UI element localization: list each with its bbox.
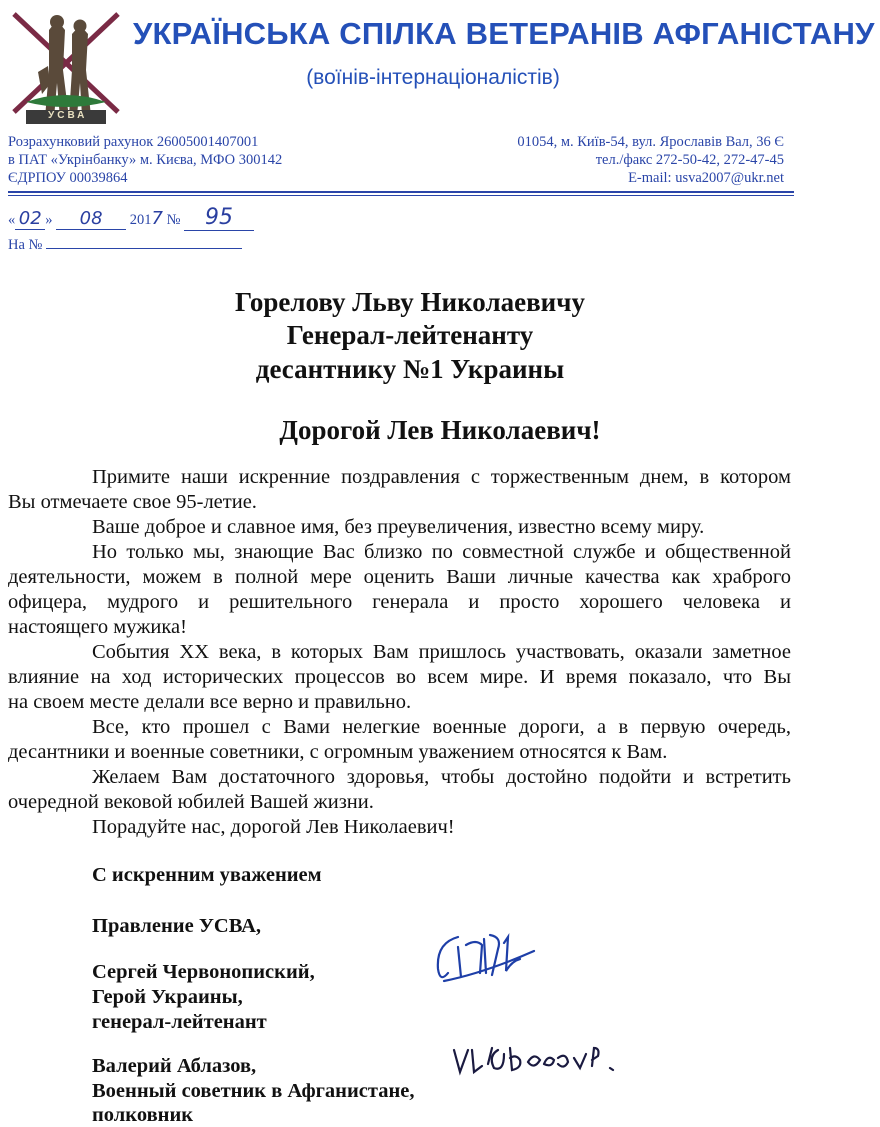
address-line: 01054, м. Київ-54, вул. Ярославів Вал, 36 Є: [517, 134, 784, 150]
signature-chervonopiskiy: [418, 925, 548, 995]
header-divider: [8, 191, 794, 193]
body-line: Все, кто прошел с Вами нелегкие военные дороги, а в первую очередь,: [92, 716, 791, 738]
body-line: Примите наши искренние поздравления с торжественным днем, в котором: [92, 466, 791, 488]
body-line: на своем месте делали все верно и правильно.: [8, 691, 412, 713]
body-line: деятельности, можем в полной мере оценить Ваши личные качества как храброго: [8, 566, 791, 588]
reply-reference: [8, 234, 242, 254]
body-line: настоящего мужика!: [8, 616, 187, 638]
reg-year-last-digit: 7: [151, 208, 163, 229]
signer2-rank: полковник: [92, 1104, 194, 1126]
signer2-title: Военный советник в Афганистане,: [92, 1080, 415, 1102]
recipient-rank: Генерал-лейтенанту: [286, 320, 534, 350]
signer1-rank: генерал-лейтенант: [92, 1011, 267, 1033]
body-line: влияние на ход исторических процессов во всем мире. И время показало, что Вы: [8, 666, 791, 688]
outgoing-registration: [8, 205, 254, 231]
org-name: УКРАЇНСЬКА СПІЛКА ВЕТЕРАНІВ АФГАНІСТАНУ: [133, 16, 875, 51]
org-subtitle: (воїнів-інтернаціоналістів): [306, 66, 560, 89]
bank-name-line: в ПАТ «Укрінбанку» м. Києва, МФО 300142: [8, 152, 283, 168]
bank-account-line: Розрахунковий рахунок 26005001407001: [8, 134, 259, 150]
signer2-name: Валерий Аблазов,: [92, 1055, 257, 1077]
body-line: Порадуйте нас, дорогой Лев Николаевич!: [92, 816, 455, 838]
salutation: Дорогой Лев Николаевич!: [279, 415, 601, 445]
reg-year-prefix: 201: [129, 212, 152, 228]
body-line: офицера, мудрого и решительного генерала и просто хорошего человека и: [8, 591, 791, 613]
date-open-quote: «: [8, 212, 16, 228]
closing-regards: С искренним уважением: [92, 864, 322, 886]
reg-number: 95: [184, 205, 254, 231]
body-line: десантники и военные советники, с огромным уважением относятся к Вам.: [8, 741, 668, 763]
signer1-title: Герой Украины,: [92, 986, 243, 1008]
body-line: Но только мы, знающие Вас близко по совместной службе и общественной: [92, 541, 791, 563]
reg-day: 02: [15, 208, 45, 230]
recipient-name: Горелову Льву Николаевичу: [235, 287, 585, 317]
reg-month: 08: [56, 208, 126, 230]
reg-number-label: №: [166, 212, 181, 228]
signer1-name: Сергей Червонопиский,: [92, 961, 315, 983]
recipient-title: десантнику №1 Украины: [255, 354, 565, 384]
signature-ablazov: [440, 1036, 640, 1086]
phone-line: тел./факс 272-50-42, 272-47-45: [595, 152, 784, 168]
body-line: События ХХ века, в которых Вам пришлось участвовать, оказали заметное: [92, 641, 791, 663]
organization-emblem: [4, 2, 128, 130]
reply-blank: [46, 234, 242, 249]
header-divider-thin: [8, 195, 794, 196]
body-line: Желаем Вам достаточного здоровья, чтобы достойно подойти и встретить: [92, 766, 791, 788]
body-line: очередной вековой юбилей Вашей жизни.: [8, 791, 374, 813]
closing-board: Правление УСВА,: [92, 915, 262, 937]
date-close-quote: »: [45, 212, 53, 228]
body-line: Вы отмечаете свое 95-летие.: [8, 491, 257, 513]
email-line: E-mail: usva2007@ukr.net: [628, 170, 784, 186]
emblem-text: УСВА: [48, 110, 88, 121]
body-line: Ваше доброе и славное имя, без преувеличения, известно всему миру.: [92, 516, 705, 538]
reply-label: На №: [8, 237, 43, 253]
edrpou-line: ЄДРПОУ 00039864: [8, 170, 128, 186]
